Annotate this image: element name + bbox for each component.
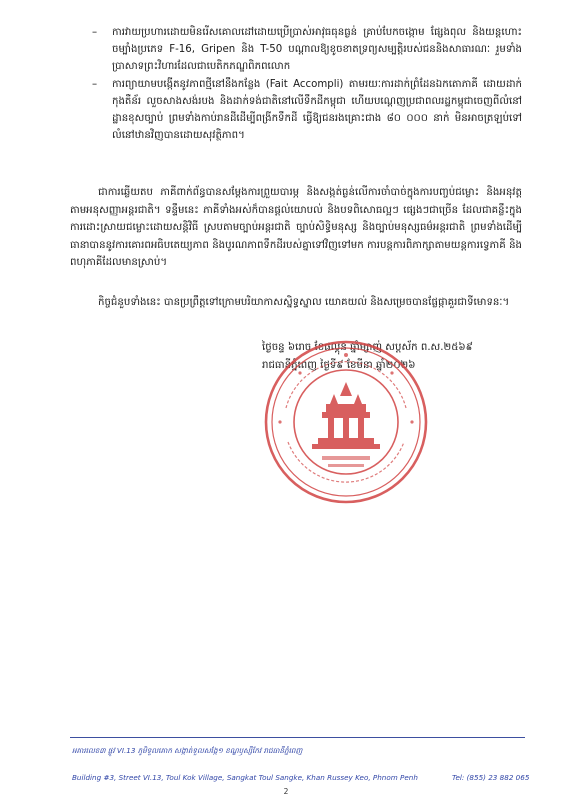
bullet-item [92, 24, 522, 75]
body-paragraph: កិច្ចជំនួបទាំងនេះ បានប្រព្រឹត្តទៅក្រោមបរិយាកាសស្និទ្ធស្នាល យោគយល់ និងសម្រេចបានផ្លែផ្កាគួរជាទីមោទនៈ។ [98, 297, 510, 308]
footer-khmer-address: អគារលេខ៣ ផ្លូវ VI.13 ភូមិទួលគោក សង្កាត់ទួលសង្កែ១ ខណ្ឌឫស្សីកែវ រាជធានីភ្នំពេញ [72, 746, 303, 755]
page-number: 2 [283, 787, 289, 796]
official-seal-stamp [262, 338, 430, 506]
footer-phone: Tel: (855) 23 882 065 [452, 773, 530, 782]
bullet-marker: – [92, 79, 98, 90]
bullet-list [92, 24, 522, 145]
bullet-marker: – [92, 27, 98, 38]
solar-date: រាជធានីភ្នំពេញ ថ្ងៃទី៩ ខែមីនា ឆ្នាំ២០២៦ [262, 360, 416, 371]
footer-english-address: Building #3, Street VI.13, Toul Kok Village, Sangkat Toul Sangke, Khan Russey Keo, Phnom Penh [72, 773, 418, 782]
bullet-item [92, 76, 522, 144]
lunar-date: ថ្ងៃចន្ទ ៦រោច ខែផល្គុន ឆ្នាំម្សាញ់ សប្តស័ក ព.ស.២៥៦៩ [262, 342, 473, 353]
footer-divider [70, 737, 525, 738]
bullet-text: ការព្យាយាមបង្កើតនូវភាពថ្មីនៅនឹងកន្លែង (Fait Accompli) តាមរយៈការដាក់ព្រំដែនឯកតោភាគី ដោយដាក់កុងតឺន័រ លួចសាងសង់របង និងដាក់ទង់ជាតិនៅលើទឹកដីកម្ពុជា ហើយបណ្តេញប្រជាពលរដ្ឋកម្ពុជាចេញពីលំនៅដ្ឋានខុសច្បាប់ ព្រមទាំងកាប់រានដីដើម្បីពង្រីកទឹកដី ធ្វើឱ្យជនរងគ្រោះជាង ៨០ ០០០ នាក់ មិនអាចត្រឡប់ទៅលំនៅឋានវិញបានដោយសុវត្ថិភាព។ [112, 79, 522, 141]
bullet-text: ការវាយប្រហារដោយមិនរើសគោលដៅដោយប្រើប្រាស់អាវុធធុនធ្ងន់ គ្រាប់បែកចង្កោម ផ្សែងពុល និងយន្តហោះចម្បាំងប្រភេទ F-16, Gripen និង T-50 បណ្តាលឱ្យខូចខាតទ្រព្យសម្បត្តិរបស់ជននិងសាធារណៈ រួមទាំងប្រាសាទព្រះវិហារដែលជាបេតិកភណ្ឌពិភពលោក [112, 27, 522, 72]
body-paragraph: ជាការឆ្លើយតប ភាគីពាក់ព័ន្ធបានសម្តែងការព្រួយបារម្ភ និងសង្កត់ធ្ងន់លើការចាំបាច់ក្នុងការបញ្ចប់ជម្លោះ និងអនុវត្តតាមអនុសញ្ញាអន្តរជាតិ។ ទន្ទឹមនេះ ភាគីទាំងអស់ក៏បានផ្តល់យោបល់ និងបទពិសោធល្អៗ ផ្សេងៗជាច្រើន ដែលជាគន្លឹះក្នុងការដោះស្រាយជម្លោះដោយសន្តិវិធី ស្របតាមច្បាប់អន្តរជាតិ ច្បាប់សិទ្ធិមនុស្ស និងច្បាប់មនុស្សធម៌អន្តរជាតិ ព្រមទាំងដើម្បីធានាបាននូវការគោរពអធិបតេយ្យភាព និងបូរណភាពទឹកដីរបស់គ្នាទៅវិញទៅមក ការបន្តការពិភាក្សាតាមយន្តការទ្វេភាគី និងពហុភាគីដែលមានស្រាប់។ [70, 187, 522, 268]
